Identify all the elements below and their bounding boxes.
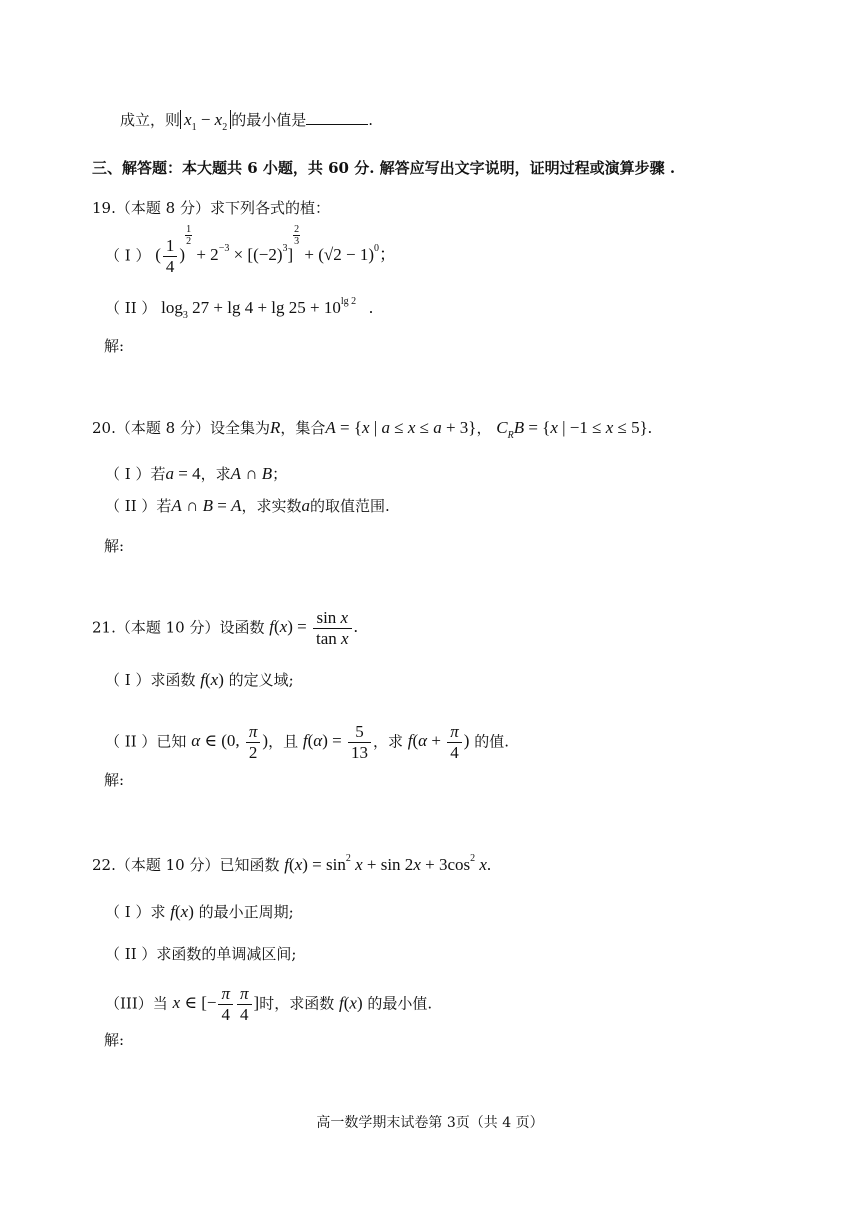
q22-stem: 22.（本题 10 分）已知函数 $f(x) = \sin^2 x + \sin 2x + 3\cos^2$ x. (92, 853, 492, 874)
q19-stem: 19.（本题 8 分）求下列各式的植： (92, 199, 330, 217)
q22-part1: （ I ）求 f(x) 的最小正周期; (105, 902, 294, 921)
q21-function: f(x) = $\frac{\text{sin x}}{\text{tan x}}$ . (269, 608, 358, 648)
q19-answer: 解: (104, 337, 125, 355)
abs-x1-x2: $x_1 - x_2$ (180, 110, 231, 129)
q21-part2: （ II ）已知 α ∈ (0, $\frac{\pi}{2}$ )，且 f(α) = $\frac{5}{13}$ ，求 f(α + $\frac{\pi}{4}$ ) 的值. (105, 722, 509, 762)
q21-stem: 21.（本题 10 分）设函数 f(x) = $\frac{\text{sin x}}{\text{tan x}}$ . (92, 608, 358, 648)
section-heading: 三、解答题：本大题共 6 小题，共 60 分. 解答应写出文字说明，证明过程或演算步骤 . (92, 159, 676, 177)
q20-part2: （ II ）若A ∩ B = A，求实数a的取值范围. (105, 496, 390, 515)
complement-B: $C_RB = \{x$ | −1 ≤ x ≤ 5}. (496, 418, 653, 441)
q19-part1: （ I ） ( $\frac{1}{4}$ ) $\frac{1}{2}$ + $2^{-3} \times [(-2)^3]$ $\frac{2}{3}$ + $(√2 - 1)^0$； (105, 224, 396, 276)
q20-part1: （ I ）若a = 4，求A ∩ B； (105, 464, 288, 483)
page-footer: 高一数学期末试卷第 3页（共 4 页） (316, 1115, 544, 1131)
q22-function: $f(x) = \sin^2 x + \sin 2x + 3\cos^2$ x. (284, 853, 492, 874)
q22-answer: 解: (104, 1031, 125, 1049)
q22-part2: （ II ）求函数的单调减区间; (105, 945, 297, 963)
q19-expr2: $\log_3 27 + \lg 4 + \lg 25 + 10^{lg 2}$ . (161, 296, 374, 321)
q21-part1: （ I ）求函数 f(x) 的定义域; (105, 670, 294, 689)
q20-answer: 解: (104, 537, 125, 555)
q19-part2: （ II ） $\log_3 27 + \lg 4 + \lg 25 + 10^{lg 2}$ . (105, 296, 374, 321)
q21-answer: 解: (104, 771, 125, 789)
continuation-line: 成立，则 $x_1 - x_2$ 的最小值是 . (120, 110, 373, 133)
q19-expr1: ( $\frac{1}{4}$ ) $\frac{1}{2}$ + $2^{-3} \times [(-2)^3]$ $\frac{2}{3}$ + $(√2 - 1)^0$； (155, 224, 396, 276)
answer-blank (306, 110, 368, 125)
set-A: A = {x | a ≤ x ≤ a + 3} (325, 418, 477, 437)
q22-part3: （III）当 x ∈ [− $\frac{\pi}{4}$ $\frac{\pi}{4}$ ]时，求函数 f(x) 的最小值. (105, 984, 433, 1024)
q20-stem: 20.（本题 8 分）设全集为R，集合A = {x | a ≤ x ≤ a + 3}， $C_RB = \{x$ | −1 ≤ x ≤ 5}. (92, 418, 653, 441)
